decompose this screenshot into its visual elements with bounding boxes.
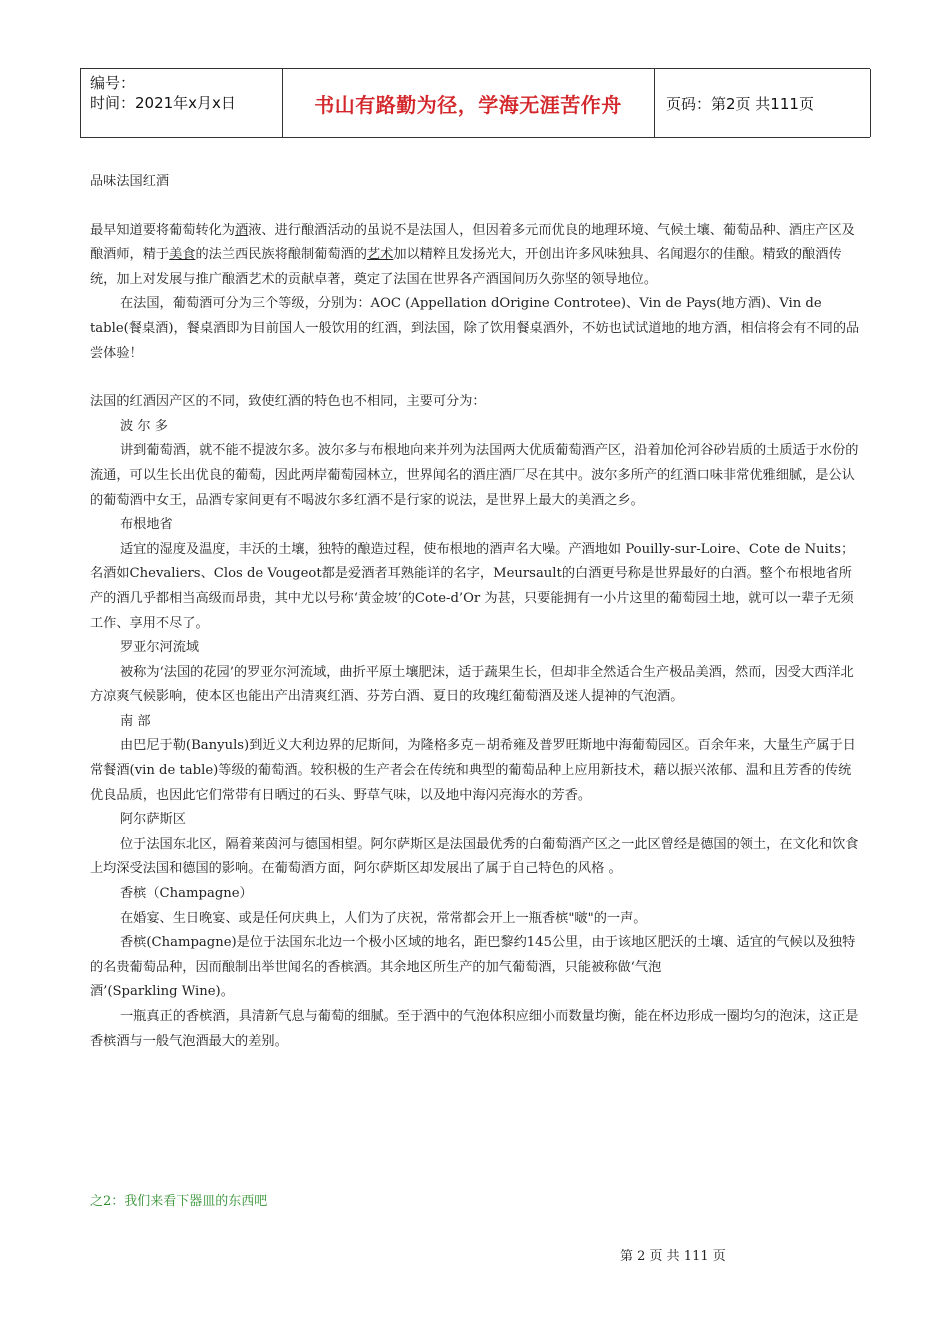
heading-alsace: 阿尔萨斯区 (120, 812, 186, 828)
header-divider (870, 69, 871, 137)
header-meta (90, 73, 236, 113)
loire-paragraph: 被称为‘法国的花园’的罗亚尔河流域，曲折平原土壤肥沫，适于蔬果生长，但却非全然适合生产极品美酒，然而，因受大西洋北方凉爽气候影响，使本区也能出产出清爽红酒、芬芳白酒、夏日的玫瑰红葡萄酒及迷人提神的气泡酒。 (90, 664, 854, 705)
grades-paragraph: 在法国，葡萄酒可分为三个等级，分别为：AOC (Appellation dOrigine Controtee)、Vin de Pays(地方酒)、Vin de table(餐桌酒)，餐桌酒即为目前国人一般饮用的红酒，到法国，除了饮用餐桌酒外，不妨也试试道地的地方酒，相信将会有不同的品尝体验！ (90, 296, 860, 361)
burgundy-paragraph: 适宜的湿度及温度，丰沃的土壤，独特的酿造过程，使布根地的酒声名大噪。产酒地如 Pouilly-sur-Loire、Cote de Nuits；名酒如Chevaliers、Clos de Vougeot都是爱酒者耳熟能详的名字，Meursault的白酒更号称是世界最好的白酒。整个布根地省所产的酒几乎都相当高级而昂贵，其中尤以号称‘黄金坡’的Cote-d’Or 为甚，只要能拥有一小片这里的葡萄园土地，就可以一辈子无须工作、享用不尽了。 (90, 541, 855, 631)
header-divider (80, 69, 81, 137)
next-section-heading: 之2：我们来看下器皿的东西吧 (90, 1194, 268, 1209)
page-header (80, 68, 870, 138)
champagne-paragraph-3: 一瓶真正的香槟酒，具清新气息与葡萄的细腻。至于酒中的气泡体积应细小而数量均衡，能在杯边形成一圈均匀的泡沫，这正是香槟酒与一般气泡酒最大的差别。 (90, 1009, 859, 1049)
link-food[interactable]: 美食 (169, 247, 196, 263)
regions-intro: 法国的红酒因产区的不同，致使红酒的特色也不相同，主要可分为： (90, 394, 486, 410)
header-divider (654, 69, 655, 137)
link-wine[interactable]: 酒 (235, 222, 249, 238)
header-page-info: 页码：第2页 共111页 (666, 94, 814, 113)
doc-title: 品味法国红酒 (90, 174, 170, 189)
heading-bordeaux: 波 尔 多 (120, 418, 168, 434)
document-body (90, 170, 860, 1054)
number-label: 编号： (90, 74, 136, 92)
heading-south: 南 部 (120, 713, 151, 729)
south-paragraph: 由巴尼于勒(Banyuls)到近义大利边界的尼斯间，为隆格多克－胡希雍及普罗旺斯地中海葡萄园区。百余年来，大量生产属于日常餐酒(vin de table)等级的葡萄酒。较积极的生产者会在传统和典型的葡萄品种上应用新技术，藉以振兴浓郁、温和且芳香的传统优良品质，也因此它们常带有日晒过的石头、野草气味，以及地中海闪亮海水的芳香。 (90, 738, 856, 803)
time-label: 时间：2021年x月x日 (90, 94, 236, 112)
link-art[interactable]: 艺术 (366, 247, 394, 263)
heading-burgundy: 布根地省 (120, 517, 173, 533)
heading-loire: 罗亚尔河流域 (120, 640, 200, 656)
champagne-paragraph-2: 香槟(Champagne)是位于法国东北边一个极小区域的地名，距巴黎约145公里，由于该地区肥沃的土壤、适宜的气候以及独特的名贵葡萄品种，因而酿制出举世闻名的香槟酒。其余地区所生产的加气葡萄酒，只能被称做‘气泡 (90, 935, 856, 975)
heading-champagne: 香槟（Champagne） (120, 886, 253, 902)
intro-paragraph: 最早知道要将葡萄转化为酒液、进行酿酒活动的虽说不是法国人，但因着多元而优良的地理环境、气候土壤、葡萄品种、酒庄产区及酿酒师，精于美食的法兰西民族将酿制葡萄酒的艺术加以精粹且发扬光大，开创出许多风味独具、名闻遐尔的佳酿。精致的酿酒传统，加上对发展与推广酿酒艺术的贡献卓著，奠定了法国在世界各产酒国间历久弥坚的领导地位。 (90, 222, 855, 287)
page-footer: 第 2 页 共 111 页 (620, 1249, 726, 1264)
header-motto: 书山有路勤为径，学海无涯苦作舟 (314, 92, 622, 117)
champagne-paragraph-1: 在婚宴、生日晚宴、或是任何庆典上，人们为了庆祝，常常都会开上一瓶香槟"啵"的一声。 (120, 910, 647, 926)
bordeaux-paragraph: 讲到葡萄酒，就不能不提波尔多。波尔多与布根地向来并列为法国两大优质葡萄酒产区，沿着加伦河谷砂岩质的土质适于水份的流通，可以生长出优良的葡萄，因此两岸葡萄园林立，世界闻名的酒庄酒厂尽在其中。波尔多所产的红酒口味非常优雅细腻，是公认的葡萄酒中女王，品酒专家间更有不喝波尔多红酒不是行家的说法，是世界上最大的美酒之乡。 (90, 443, 859, 508)
alsace-paragraph: 位于法国东北区，隔着莱茵河与德国相望。阿尔萨斯区是法国最优秀的白葡萄酒产区之一此区曾经是德国的领土，在文化和饮食上均深受法国和德国的影响。在葡萄酒方面，阿尔萨斯区却发展出了属于自己特色的风格 。 (90, 836, 859, 877)
champagne-paragraph-2-end: 酒’(Sparkling Wine)。 (90, 984, 234, 1000)
